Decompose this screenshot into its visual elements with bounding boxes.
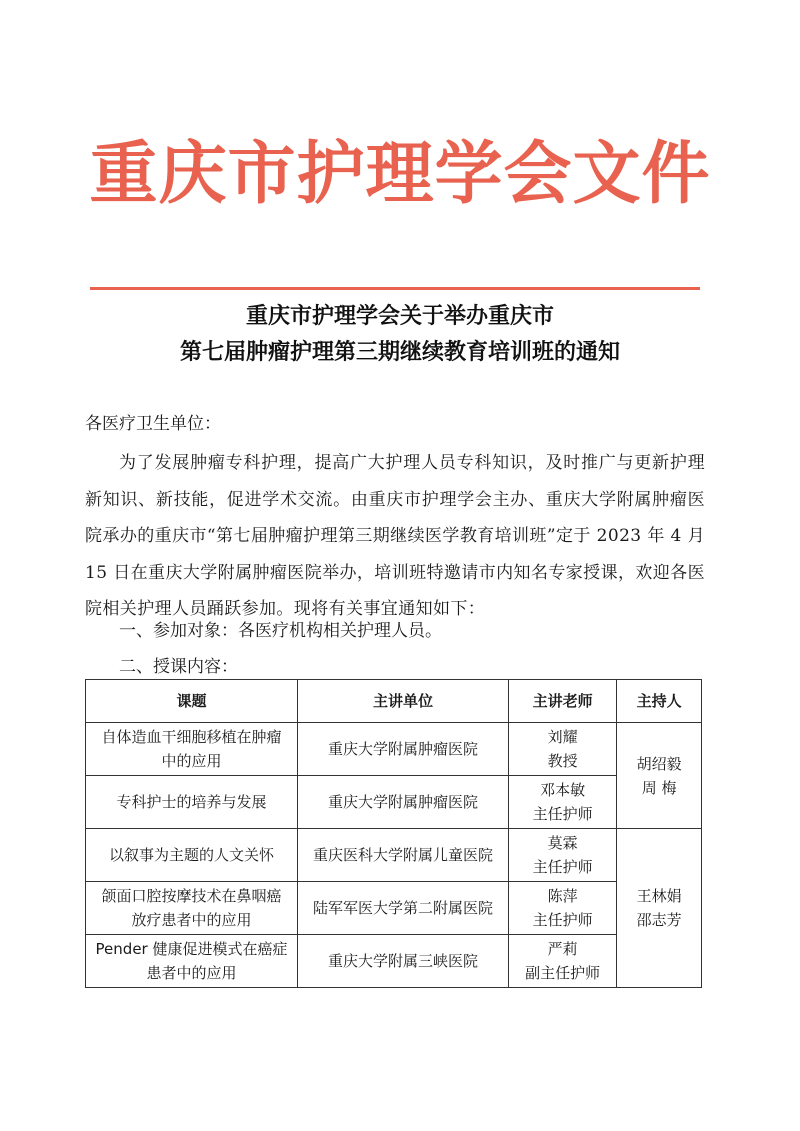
table-row [86,723,702,776]
header-unit: 主讲单位 [298,680,509,723]
topic-cell: Pender 健康促进模式在癌症 患者中的应用 [86,935,298,988]
unit-cell: 重庆大学附属肿瘤医院 [298,723,509,776]
header-divider [90,287,700,290]
table-row [86,935,702,988]
topic-cell: 颌面口腔按摩技术在鼻咽癌 放疗患者中的应用 [86,882,298,935]
body-paragraph: 为了发展肿瘤专科护理，提高广大护理人员专科知识，及时推广与更新护理新知识、新技能，促进学术交流。由重庆市护理学会主办、重庆大学附属肿瘤医院承办的重庆市“第七届肿瘤护理第三期继续医学教育培训班”定于 2023 年 4 月 15 日在重庆大学附属肿瘤医院举办，培训班特邀请市内知名专家授课，欢迎各医院相关护理人员踊跃参加。现将有关事宜通知如下： [85,453,705,619]
teacher-cell: 莫霖 主任护师 [508,829,616,882]
notice-title-line2: 第七届肿瘤护理第三期继续教育培训班的通知 [179,339,620,365]
unit-cell: 重庆大学附属肿瘤医院 [298,776,509,829]
unit-cell: 重庆大学附属三峡医院 [298,935,509,988]
unit-cell: 陆军军医大学第二附属医院 [298,882,509,935]
header-teacher: 主讲老师 [508,680,616,723]
table-row [86,829,702,882]
topic-cell: 以叙事为主题的人文关怀 [86,829,298,882]
unit-cell: 重庆医科大学附属儿童医院 [298,829,509,882]
host-cell: 王林娟 邵志芳 [617,829,702,988]
teacher-cell: 陈萍 主任护师 [508,882,616,935]
notice-title-line1: 重庆市护理学会关于举办重庆市 [245,303,554,329]
header-host: 主持人 [617,680,702,723]
document-header-title: 重庆市护理学会文件 [89,134,711,214]
table-row [86,776,702,829]
section-course-content: 二、授课内容： [119,657,238,677]
teacher-cell: 邓本敏 主任护师 [508,776,616,829]
section-participants: 一、参加对象：各医疗机构相关护理人员。 [119,621,442,641]
table-header-row [86,680,702,723]
host-cell: 胡绍毅 周 梅 [617,723,702,829]
salutation: 各医疗卫生单位： [85,414,221,434]
topic-cell: 专科护士的培养与发展 [86,776,298,829]
topic-cell: 自体造血干细胞移植在肿瘤 中的应用 [86,723,298,776]
course-schedule-table [85,679,702,988]
teacher-cell: 严莉 副主任护师 [508,935,616,988]
header-topic: 课题 [86,680,298,723]
table-row [86,882,702,935]
teacher-cell: 刘耀 教授 [508,723,616,776]
